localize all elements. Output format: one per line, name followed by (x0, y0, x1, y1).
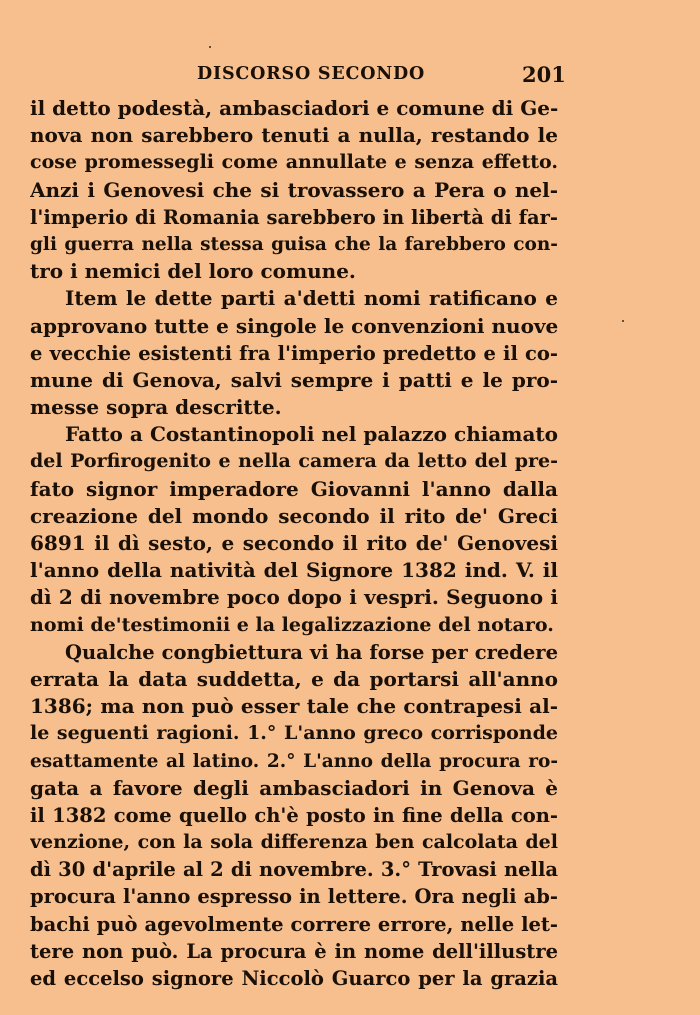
page-number: 201 (522, 62, 566, 87)
text-line: l'anno della natività del Signore 1382 ind. V. il (30, 558, 558, 583)
body-text (30, 95, 558, 992)
text-line: Qualche congbiettura vi ha forse per credere (65, 640, 558, 664)
text-line: gli guerra nella stessa guisa che la farebbero con- (30, 233, 558, 255)
text-line: bachi può agevolmente correre errore, nelle let- (30, 912, 558, 936)
text-line: approvano tutte e singole le convenzioni nuove (30, 313, 558, 338)
running-title: DISCORSO SECONDO (197, 64, 426, 84)
text-line: il detto podestà, ambasciadori e comune di Ge- (30, 96, 558, 120)
text-line: esattamente al latino. 2.° L'anno della procura ro- (30, 750, 558, 772)
text-line: Fatto a Costantinopoli nel palazzo chiamato (65, 422, 558, 447)
ink-speck (622, 320, 624, 322)
text-line: gata a favore degli ambasciadori in Genova è (30, 775, 558, 800)
text-line: e vecchie esistenti fra l'imperio predetto e il co- (30, 341, 558, 365)
text-line: Anzi i Genovesi che si trovassero a Pera o nel- (30, 177, 558, 202)
text-line: mune di Genova, salvi sempre i patti e le pro- (30, 367, 558, 392)
text-line: tro i nemici del loro comune. (30, 259, 356, 284)
text-line: il 1382 come quello ch'è posto in fine della con- (30, 803, 558, 827)
text-line: dì 30 d'aprile al 2 di novembre. 3.° Trovasi nella (30, 858, 558, 882)
ink-speck (209, 46, 211, 48)
text-line: nova non sarebbero tenuti a nulla, restando le (30, 123, 558, 148)
text-line: 1386; ma non può esser tale che contrapesi al- (30, 694, 558, 719)
text-line: le seguenti ragioni. 1.° L'anno greco corrisponde (30, 722, 558, 745)
text-line: ed eccelso signore Niccolò Guarco per la grazia (30, 967, 558, 990)
text-line: del Porfirogenito e nella camera da letto del pre- (30, 450, 558, 473)
text-line: creazione del mondo secondo il rito de' Greci (30, 503, 558, 528)
text-line: nomi de'testimonii e la legalizzazione del notaro. (30, 613, 554, 636)
text-line: venzione, con la sola differenza ben calcolata del (30, 831, 558, 854)
text-line: dì 2 di novembre poco dopo i vespri. Seguono i (30, 585, 558, 610)
text-line: tere non può. La procura è in nome dell'illustre (30, 939, 558, 963)
text-line: 6891 il dì sesto, e secondo il rito de' Genovesi (30, 531, 558, 555)
text-line: messe sopra descritte. (30, 395, 282, 420)
text-line: procura l'anno espresso in lettere. Ora negli ab- (30, 885, 558, 909)
text-line: cose promessegli come annullate e senza effetto. (30, 151, 558, 174)
running-head (0, 62, 700, 92)
text-line: Item le dette parti a'detti nomi ratificano e (65, 286, 558, 311)
text-line: l'imperio di Romania sarebbero in libertà di far- (30, 205, 558, 229)
text-line: fato signor imperadore Giovanni l'anno dalla (30, 476, 558, 501)
text-line: errata la data suddetta, e da portarsi all'anno (30, 666, 558, 691)
